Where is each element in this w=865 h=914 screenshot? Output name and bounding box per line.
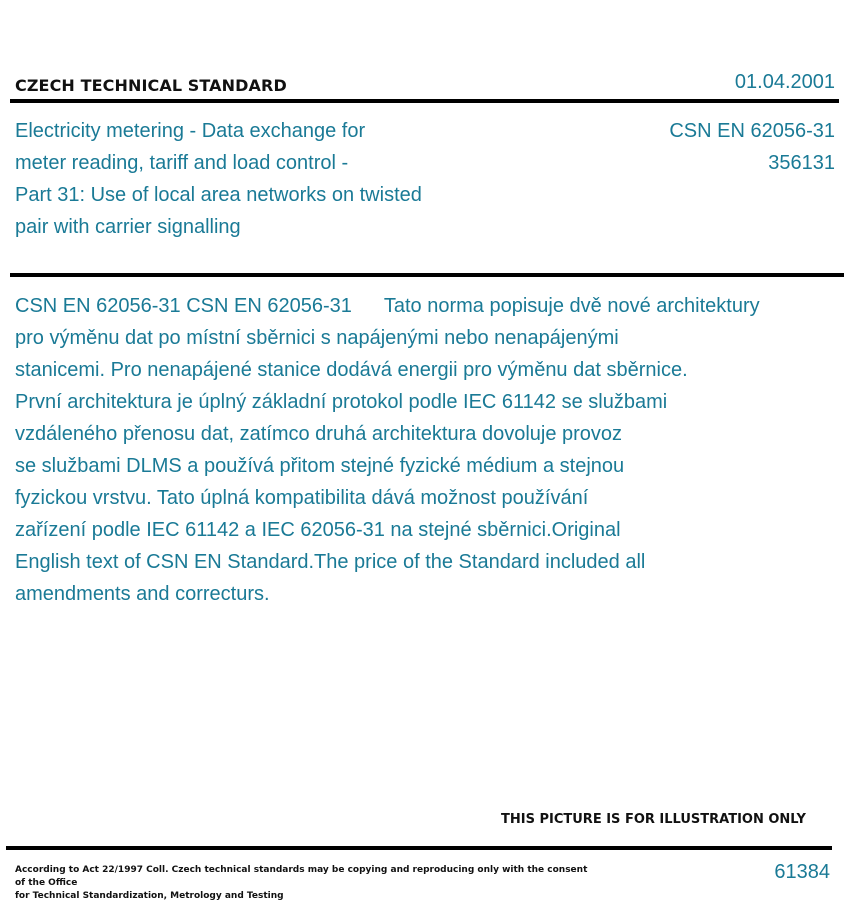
abstract-line: fyzickou vrstvu. Tato úplná kompatibilita dává možnost používání [15, 487, 589, 509]
class-number: 356131 [768, 152, 835, 174]
abstract-line: English text of CSN EN Standard.The price of the Standard included all [15, 551, 646, 573]
publication-date: 01.04.2001 [734, 71, 835, 93]
standard-code: CSN EN 62056-31 [669, 120, 835, 142]
abstract [15, 290, 845, 610]
header-divider [10, 99, 839, 103]
abstract-line: amendments and correcturs. [15, 583, 270, 605]
legal-notice [15, 864, 595, 903]
header-label: CZECH TECHNICAL STANDARD [15, 76, 287, 95]
title-line: pair with carrier signalling [15, 216, 241, 238]
standard-code-block [669, 115, 835, 179]
title-line: meter reading, tariff and load control - [15, 152, 349, 174]
abstract-lead: CSN EN 62056-31 CSN EN 62056-31 [15, 295, 352, 317]
abstract-line: stanicemi. Pro nenapájené stanice dodává energii pro výměnu dat sběrnice. [15, 359, 688, 381]
document-number: 61384 [774, 861, 830, 883]
legal-line: for Technical Standardization, Metrology and Testing [15, 891, 284, 901]
abstract-line: pro výměnu dat po místní sběrnici s napájenými nebo nenapájenými [15, 327, 619, 349]
title-line: Part 31: Use of local area networks on twisted [15, 184, 422, 206]
legal-line: According to Act 22/1997 Coll. Czech technical standards may be copying and reproducing only with the consent of the Office [15, 865, 588, 888]
abstract-line: se službami DLMS a používá přitom stejné fyzické médium a stejnou [15, 455, 625, 477]
illustration-note: THIS PICTURE IS FOR ILLUSTRATION ONLY [501, 812, 806, 827]
footer-divider [6, 846, 832, 850]
abstract-line: První architektura je úplný základní protokol podle IEC 61142 se službami [15, 391, 668, 413]
standard-title [15, 115, 485, 243]
abstract-line: vzdáleného přenosu dat, zatímco druhá architektura dovoluje provoz [15, 423, 623, 445]
abstract-line: zařízení podle IEC 61142 a IEC 62056-31 na stejné sběrnici.Original [15, 519, 621, 541]
abstract-line: CSN EN 62056-31 CSN EN 62056-31 Tato norma popisuje dvě nové architektury [15, 295, 760, 317]
title-line: Electricity metering - Data exchange for [15, 120, 366, 142]
title-divider [10, 273, 844, 277]
